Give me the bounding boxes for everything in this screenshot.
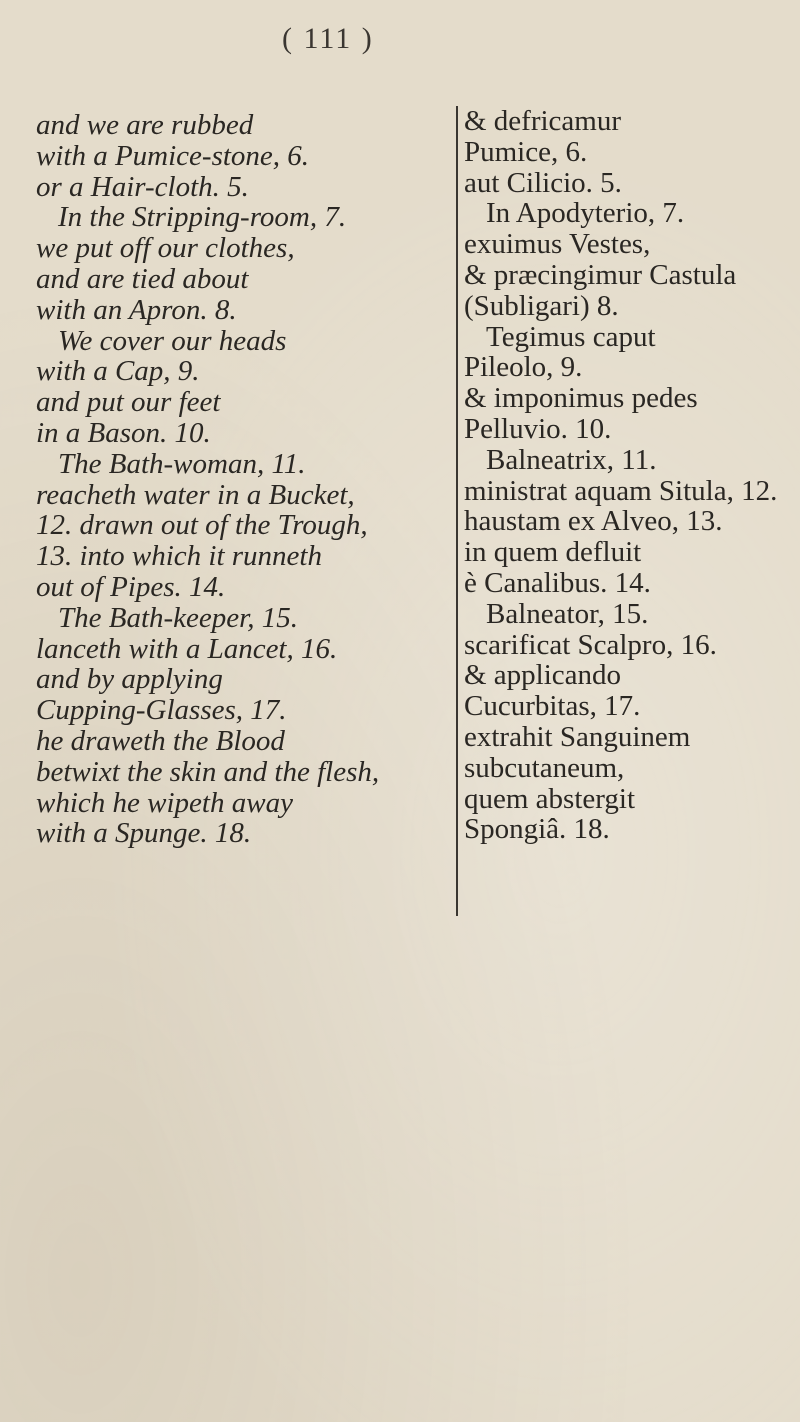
english-line: The Bath-woman, 11.	[58, 447, 306, 480]
latin-line: Balneator, 15.	[486, 597, 649, 630]
english-line: out of Pipes. 14.	[36, 570, 226, 603]
english-line: betwixt the skin and the flesh,	[36, 755, 380, 788]
latin-line: Pelluvio. 10.	[464, 412, 612, 445]
english-line: and by applying	[36, 663, 223, 696]
latin-line: & defricamur	[464, 105, 622, 137]
latin-line: Pumice, 6.	[464, 135, 588, 168]
english-line: and put our feet	[36, 386, 221, 419]
english-line: he draweth the Blood	[36, 724, 285, 757]
latin-line: (Subligari) 8.	[464, 289, 619, 322]
english-line: in a Bason. 10.	[36, 416, 211, 449]
latin-line: Spongiâ. 18.	[464, 813, 610, 846]
latin-line: subcutaneum,	[464, 751, 625, 784]
english-line: with a Spunge. 18.	[36, 817, 252, 850]
latin-line: haustam ex Alveo, 13.	[464, 505, 723, 538]
english-line: 12. drawn out of the Trough,	[36, 509, 368, 542]
english-line: 13. into which it runneth	[36, 540, 322, 573]
latin-line: Balneatrix, 11.	[486, 443, 657, 476]
english-line: lanceth with a Lancet, 16.	[36, 632, 338, 665]
english-line: The Bath-keeper, 15.	[58, 601, 298, 634]
english-line: reacheth water in a Bucket,	[36, 478, 355, 511]
latin-line: Tegimus caput	[486, 320, 656, 353]
latin-line: Cucurbitas, 17.	[464, 690, 641, 723]
page-number: ( 111 )	[282, 22, 374, 55]
latin-line: in quem defluit	[464, 536, 642, 569]
english-line: we put off our clothes,	[36, 232, 295, 265]
latin-line: & imponimus pedes	[464, 382, 698, 415]
latin-line: aut Cilicio. 5.	[464, 166, 622, 199]
latin-line: & præcingimur Castula	[464, 258, 737, 291]
english-line: In the Stripping-room, 7.	[58, 201, 347, 234]
english-line: and we are rubbed	[36, 109, 254, 141]
english-line: We cover our heads	[58, 324, 287, 357]
english-line: with an Apron. 8.	[36, 293, 237, 326]
latin-line: Pileolo, 9.	[464, 351, 583, 384]
latin-line: In Apodyterio, 7.	[486, 197, 685, 230]
english-column	[18, 110, 458, 849]
english-line: or a Hair-cloth. 5.	[36, 170, 249, 203]
latin-line: scarificat Scalpro, 16.	[464, 628, 717, 661]
english-line: and are tied about	[36, 262, 249, 295]
latin-line: quem abstergit	[464, 782, 636, 815]
english-line: with a Pumice-stone, 6.	[36, 139, 310, 172]
english-line: with a Cap, 9.	[36, 355, 200, 388]
english-line: which he wipeth away	[36, 786, 293, 819]
latin-line: extrahit Sanguinem	[464, 720, 691, 753]
latin-column	[456, 106, 800, 916]
latin-line: ministrat aquam Situla, 12.	[464, 474, 778, 507]
english-line: Cupping-Glasses, 17.	[36, 694, 287, 727]
latin-line: exuimus Vestes,	[464, 228, 651, 261]
latin-line: è Canalibus. 14.	[464, 566, 651, 599]
latin-line: & applicando	[464, 659, 622, 692]
